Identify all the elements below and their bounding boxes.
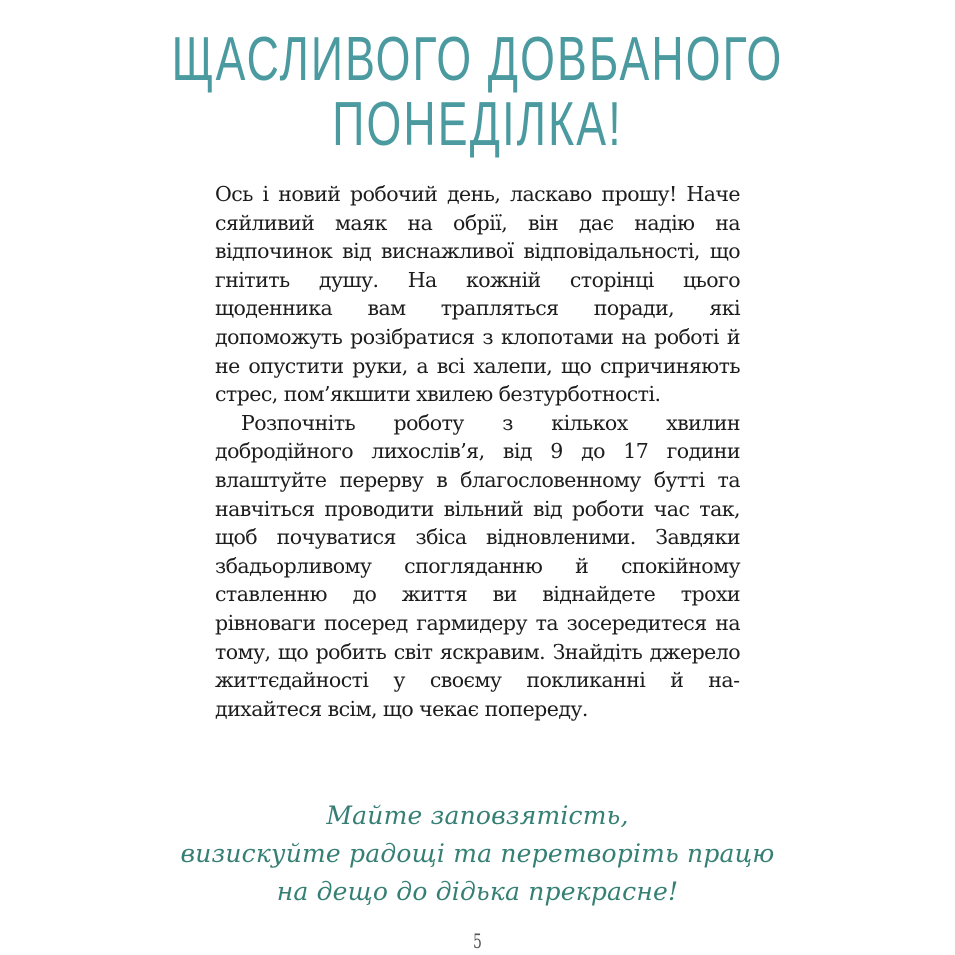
paragraph-1: Ось і новий робочий день, ласкаво прошу! Наче сяйливий маяк на обрії, він дає надію на відпочинок від виснажливої відповідальності, що гнітить душу. На кожній сторінці цього щоденника вам трапляться поради, які допоможуть розібратися з клопотами на роботі й не опустити руки, а всі халепи, що спричиняють стрес, пом’якшити хвилею безтурботності.: [215, 182, 740, 407]
title-line-2: ПОНЕДІЛКА!: [332, 90, 623, 160]
body-text: [215, 180, 740, 723]
closing-quote: [0, 797, 955, 911]
quote-line-3: на дещо до дідька прекрасне!: [276, 877, 679, 906]
title-line-1: ЩАСЛИВОГО ДОВБАНОГО: [171, 25, 784, 95]
page-number: 5: [473, 929, 482, 953]
paragraph-2: Розпочніть роботу з кількох хвилин добродійного лихослів’я, від 9 до 17 години влаштуйте перерву в благословенному бутті та навчіться проводити вільний від роботи час так, щоб почуватися збіса відновленими. Завдяки збадьорливому спогляданню й спокійному ставленню до життя ви віднайдете трохи рівноваги посеред гармидеру та зосередитеся на тому, що робить світ яскравим. Знайдіть джерело життєдайності у своєму покликанні й надихайтеся всім, що чекає попереду.: [215, 410, 740, 721]
page-title: [134, 25, 822, 160]
quote-line-1: Майте заповзятість,: [326, 801, 629, 830]
quote-line-2: визискуйте радощі та перетворіть працю: [180, 839, 775, 868]
